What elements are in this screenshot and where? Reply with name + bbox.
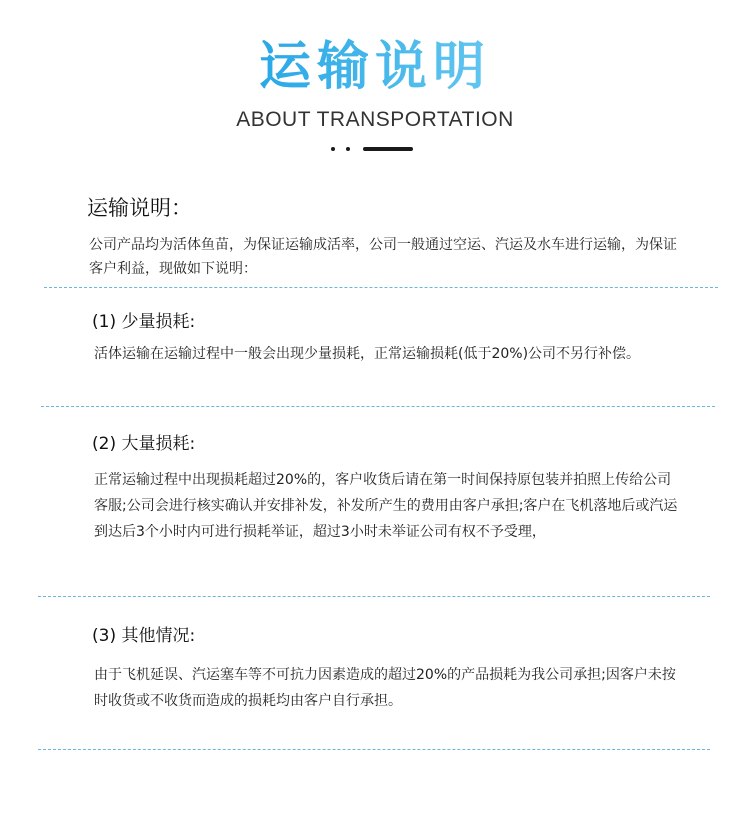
decoration-dot [346, 147, 350, 151]
section-heading-small-loss: (1) 少量损耗: [92, 312, 196, 332]
section-divider [38, 596, 710, 597]
title-decoration [331, 146, 421, 152]
intro-text: 公司产品均为活体鱼苗，为保证运输成活率，公司一般通过空运、汽运及水车进行运输，为保证客户利益，现做如下说明： [89, 237, 677, 277]
intro-heading: 运输说明： [87, 196, 192, 220]
section-heading-other: (3) 其他情况: [92, 626, 196, 646]
section-divider [44, 287, 718, 288]
section-divider [41, 406, 715, 407]
section-text-other: 由于飞机延误、汽运塞车等不可抗力因素造成的超过20%的产品损耗为我公司承担;因客户未按时收货或不收货而造成的损耗均由客户自行承担。 [94, 667, 676, 709]
page-title-text: 运输说明 [258, 36, 492, 97]
section-divider [38, 749, 710, 750]
section-heading-large-loss: (2) 大量损耗: [92, 434, 196, 454]
decoration-bar [363, 147, 413, 151]
decoration-dot [331, 147, 335, 151]
section-text-large-loss: 正常运输过程中出现损耗超过20%的，客户收货后请在第一时间保持原包装并拍照上传给公司客服;公司会进行核实确认并安排补发，补发所产生的费用由客户承担;客户在飞机落地后或汽运到达后3个小时内可进行损耗举证，超过3小时未举证公司有权不予受理， [94, 472, 678, 540]
page-subtitle: ABOUT TRANSPORTATION [236, 108, 514, 131]
section-text-small-loss: 活体运输在运输过程中一般会出现少量损耗，正常运输损耗(低于20%)公司不另行补偿。 [94, 346, 641, 362]
